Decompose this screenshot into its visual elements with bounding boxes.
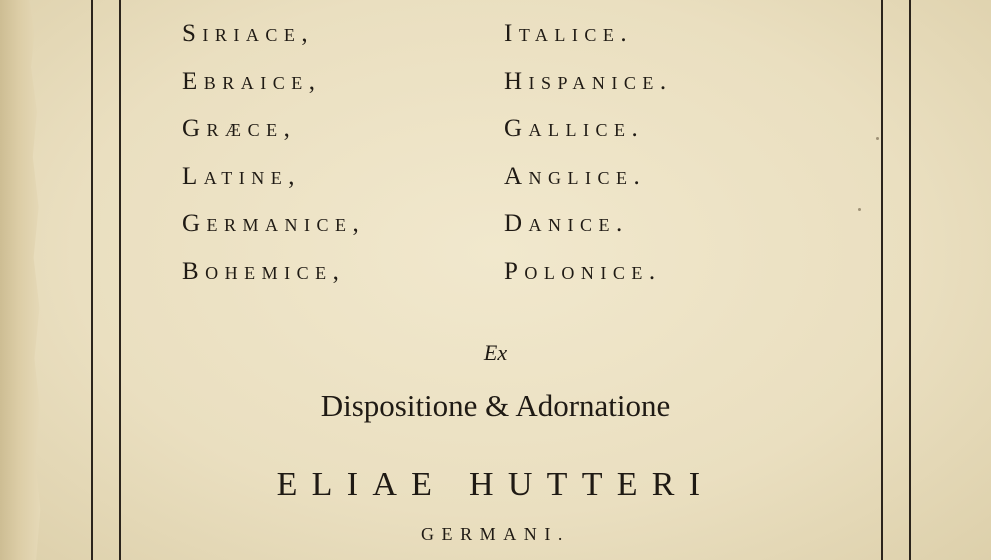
language-column-right — [504, 10, 673, 295]
author-name: ELIAE HUTTERI — [276, 466, 715, 503]
language-entry: Germanice, — [182, 210, 366, 237]
language-entry: Polonice. — [504, 257, 662, 285]
language-entry: Italice. — [504, 20, 634, 47]
language-entry: Gallice. — [504, 115, 645, 142]
paper-speck — [858, 208, 861, 211]
language-entry: Anglice. — [504, 162, 647, 190]
language-entry: Græce, — [182, 115, 297, 142]
author-origin: GERMANI. — [421, 524, 570, 544]
language-entry: Bohemice, — [182, 257, 346, 285]
preposition-ex: Ex — [483, 340, 508, 365]
paper-speck — [876, 137, 879, 140]
language-entry: Latine, — [182, 162, 302, 190]
language-entry: Danice. — [504, 210, 629, 237]
language-entry: Ebraice, — [182, 67, 322, 95]
language-entry: Siriace, — [182, 20, 315, 47]
arrangement-line: Dispositione & Adornatione — [320, 388, 671, 423]
language-column-left — [182, 10, 365, 295]
language-entry: Hispanice. — [504, 67, 673, 95]
